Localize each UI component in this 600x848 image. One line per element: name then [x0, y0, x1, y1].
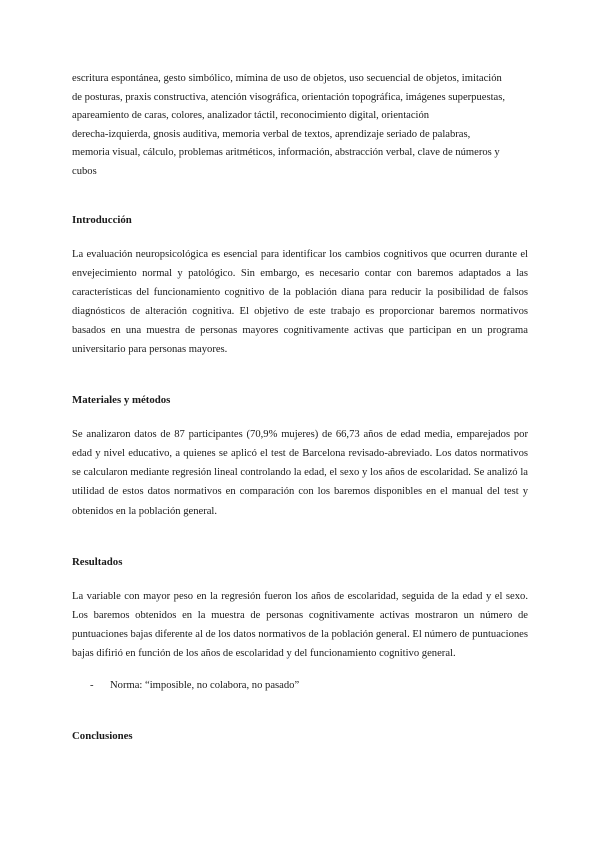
keywords-line: apareamiento de caras, colores, analizador táctil, reconocimiento digital, orientación — [72, 110, 430, 122]
keywords-block — [72, 70, 528, 182]
section-methods — [72, 392, 528, 520]
section-heading-introduction: Introducción — [72, 213, 132, 226]
introduction-paragraph: La evaluación neuropsicológica es esencial para identificar los cambios cognitivos que ocurren durante el envejecimiento normal y patológico. Sin embargo, es necesario contar con baremos adaptados a las características del funcionamiento cognitivo de la población diana para reducir la posibilidad de falsos diagnósticos de alteración cognitiva. El objetivo de este trabajo es proporcionar baremos normativos basados en una muestra de personas mayores cognitivamente activas que participan en un programa universitario para personas mayores. — [72, 248, 528, 356]
results-bullet-list — [72, 676, 528, 695]
list-item — [72, 676, 528, 695]
section-introduction — [72, 212, 528, 360]
bullet-text: Norma: “imposible, no colabora, no pasado” — [110, 679, 300, 691]
section-results — [72, 554, 528, 695]
bullet-dash: - — [90, 679, 94, 691]
keywords-line: cubos — [72, 165, 97, 177]
section-heading-conclusions: Conclusiones — [72, 729, 133, 742]
results-paragraph: La variable con mayor peso en la regresión fueron los años de escolaridad, seguida de la edad y el sexo. Los baremos obtenidos en la muestra de personas cognitivamente activas mostraron un número de puntuaciones bajas diferente al de los datos normativos de la población general. El número de puntuaciones bajas difirió en función de los años de escolaridad y del funcionamiento cognitivo general. — [72, 590, 528, 659]
section-conclusions — [72, 728, 528, 744]
section-heading-methods: Materiales y métodos — [72, 394, 171, 407]
section-heading-results: Resultados — [72, 555, 123, 568]
keywords-line: derecha-izquierda, gnosis auditiva, memoria verbal de textos, aprendizaje seriado de palabras, — [72, 128, 471, 140]
document-body — [72, 70, 528, 744]
keywords-line: escritura espontánea, gesto simbólico, mímina de uso de objetos, uso secuencial de objetos, imitación — [72, 73, 502, 84]
keywords-line: memoria visual, cálculo, problemas aritméticos, información, abstracción verbal, clave de números y — [72, 147, 500, 159]
keywords-line: de posturas, praxis constructiva, atención visográfica, orientación topográfica, imágenes superpuestas, — [72, 91, 506, 103]
methods-paragraph: Se analizaron datos de 87 participantes (70,9% mujeres) de 66,73 años de edad media, emparejados por edad y nivel educativo, a quienes se aplicó el test de Barcelona revisado-abreviado. Los datos normativos se calcularon mediante regresión lineal controlando la edad, el sexo y los años de escolaridad. Se analizó la utilidad de estos datos normativos en comparación con los baremos disponibles en el manual del test y obtenidos en la población general. — [72, 429, 528, 517]
